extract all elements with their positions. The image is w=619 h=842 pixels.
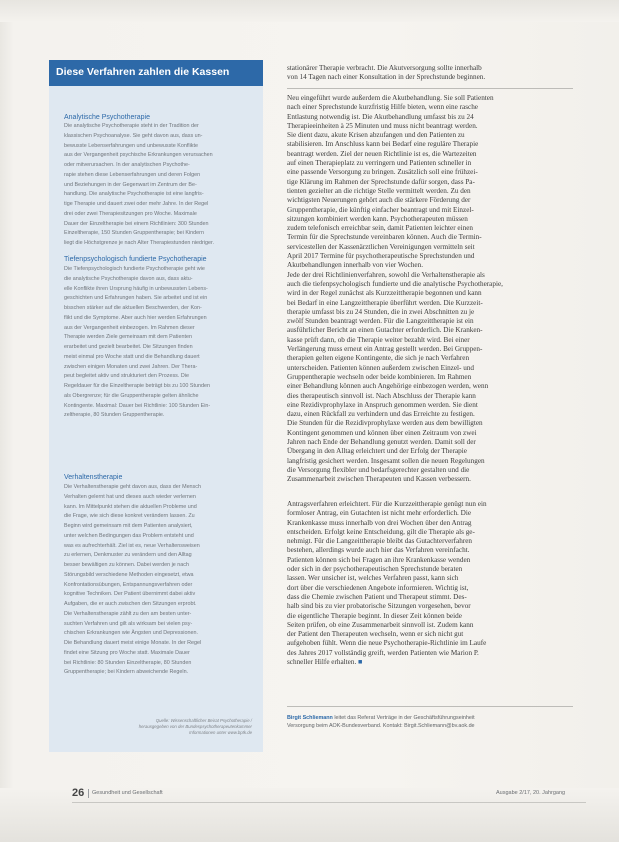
issue-info: Ausgabe 2/17, 20. Jahrgang [496,790,566,796]
box-text-line: bisschen stärker auf die aktuellen Beschwerden, der Kon- [64,305,202,311]
body-text-line: langfristig gesichert werden. Insgesamt sollen die neuen Regelungen [287,456,485,465]
box-text-line: Die Tiefenpsychologisch fundierte Psychotherapie geht wie [64,266,205,272]
info-box-title: Diese Verfahren zahlen die Kassen [56,66,230,78]
body-text-line: aufgehoben fühlt. Wenn die neue Psychotherapie-Richtlinie im Laufe [287,639,487,648]
body-text-line: Sie dient dazu, akute Krisen abzufangen und den Patienten zu [287,131,465,140]
body-text-line: von 14 Tagen nach einer Konsultation in der Sprechstunde beginnen. [287,73,486,82]
box-source-note [120,718,252,736]
body-text-line: die eigentliche Therapie beginnt. In dieser Zeit können beide [287,611,462,620]
box-text-line: Kontingente. Maximal: Dauer bei Richtlinie: 100 Stunden Ein- [64,402,211,409]
page-bottom-shadow [0,788,619,842]
body-text-line: oder sich in der psychotherapeutischen Sprechstunde beraten [287,565,463,574]
body-text-line: stationärer Therapie verbracht. Die Akutversorgung sollte innerhalb [287,64,482,72]
box-text-line: klassischen Psychoanalyse. Sie geht davon aus, dass un- [64,132,203,139]
box-text-line: die analytische Psychotherapie davon aus, dass aktu- [64,275,193,282]
box-text-line: die Frage, wie sich diese konkret verändern lassen. Zu [64,513,195,520]
body-text-main [287,94,577,484]
body-text-line: entscheiden. Erfolgt keine Entscheidung, gilt die Therapie als ge- [287,527,475,536]
body-text-line: bestehen, allerdings wurde auch hier das Verfahren vereinfacht. [287,546,470,555]
box-text-line: Die Verhaltenstherapie zählt zu den am besten unter- [64,610,192,617]
box-text-line: chischen Erkrankungen wie Ängsten und Depressionen. [64,630,198,637]
box-text-line: meist einmal pro Woche statt und die Behandlung dauert [64,353,200,360]
box-text-line: zu erlernen, Denkmuster zu verändern und den Alltag [64,552,192,559]
body-text-line: Seiten prüfen, ob eine Zusammenarbeit sinnvoll ist. Zudem kann [287,620,474,629]
body-text-line: die Versorgung flexibler und bedarfsgerechter gestalten und die [287,465,470,474]
box-text-line: findet eine Sitzung pro Woche statt. Maximale Dauer [64,649,190,656]
box-text-line: unter welchen Bedingungen das Problem entsteht und [64,532,194,539]
body-text-line: kasse prüft dann, ob die Therapie weiter bezahlt wird. Bei einer [287,335,470,344]
body-text-line: des Jahres 2017 vollständig greift, werden Patienten wie Marion P. [287,648,479,657]
body-text-line: dies therapeutisch sinnvoll ist. Nach Abschluss der Therapie kann [287,391,476,400]
body-text-line: Jahren nach Ende der Behandlung genutzt werden. Damit soll der [287,437,476,446]
box-text-line: Verhalten gelernt hat und dieses auch wieder verlernen [64,493,196,500]
box-text-line: peut begleitet aktiv und strukturiert den Prozess. Die [64,373,189,380]
box-text-line: tige Therapie und dauert zwei oder mehr Jahre. In der Regel [64,201,209,207]
box-text-line: Die analytische Psychotherapie steht in der Tradition der [64,123,199,129]
body-text-line: tienten gezielter an die richtige Stelle vermittelt werden. Zu den [287,186,471,195]
body-text-line: bei Bedarf in eine Langzeittherapie überführt werden. Die Kurzzeit- [287,298,483,307]
body-text-line: dazu, einen Rückfall zu verhindern und das Erreichte zu festigen. [287,410,475,419]
source-line: herausgegeben von der Bundespsychotherapeutenkammer [138,724,252,729]
section-heading-analytische: Analytische Psychotherapie [64,114,150,121]
body-text-line: auf einen Therapieplatz zu verringern und Patienten schneller in [287,159,472,168]
body-text-line: therapien gelten eigene Kontingente, die sich je nach Verfahren [287,354,470,363]
end-of-article-mark: ■ [356,658,363,667]
body-text-top [287,64,577,83]
body-text-line: April 2017 Termine für psychotherapeutische Sprechstunden und [287,252,475,261]
body-text-line: ausführlicher Bericht an einen Gutachter erforderlich. Die Kranken- [287,326,483,335]
box-text-line: als Obergrenze; für die Gruppentherapie gelten ähnliche [64,392,199,399]
author-contact[interactable]: Versorgung beim AOK-Bundesverband. Kontakt: Birgit.Schliemann@bv.aok.de [287,723,475,729]
footer-separator [88,789,89,798]
box-text-line: kann. Im Mittelpunkt stehen die aktuellen Probleme und [64,503,197,510]
box-text-line: zeltherapie, 80 Stunden Gruppentherapie. [64,412,165,419]
body-text-line: dort über die verschiedenen Angebote informieren. Wichtig ist, [287,583,469,592]
body-text-line: nach einer Sprechstunde kurzfristig Hilfe bieten, wenn eine rasche [287,103,478,112]
body-text-line: stabilisieren. Im Anschluss kann bei Bedarf eine reguläre Therapie [287,140,479,149]
footer-rule [72,802,586,803]
section-heading-tiefenpsychologisch: Tiefenpsychologisch fundierte Psychotherapie [64,256,207,263]
body-text-line: wird in der Regel zunächst als Kurzzeittherapie begonnen und kann [287,289,482,298]
page-top-shadow [0,0,619,22]
page-number: 26 [72,787,85,799]
box-text-line: besser bewältigen zu können. Dabei werden je nach [64,562,189,568]
box-text-line: aus der Vergangenheit psychische Erkrankungen verursachen [64,152,213,159]
box-text-line: Beginn wird gemeinsam mit dem Patienten analysiert, [64,523,193,529]
box-text-line: elle Konflikte ihren Ursprung häufig in unbewussten Lebens- [64,285,208,292]
body-text-line: Antragsverfahren erleichtert. Für die Kurzzeittherapie genügt nun ein [287,500,487,508]
box-text-line: zwischen einigen Monaten und zwei Jahren. Der Thera- [64,363,198,370]
body-text-line: servicestellen der Kassenärztlichen Vereinigungen vermitteln seit [287,242,475,251]
body-text-line: Jede der drei Richtlinienverfahren, sowohl die Verhaltenstherapie als [287,270,485,279]
body-text-line: wichtigsten Neuerungen gehört auch die stärkere Förderung der [287,196,471,205]
body-text-line: einer Behandlung können auch Angehörige einbezogen werden, wenn [287,382,489,391]
author-name: Birgit Schliemann [287,715,333,721]
body-text-line: dass die Chemie zwischen Patient und Therapeut stimmt. Des- [287,592,467,601]
body-text-line: Gruppentherapie wechseln oder beide kombinieren. Im Rahmen [287,372,472,381]
box-text-line: suchten Verfahren und gilt als wirksam bei vielen psy- [64,620,193,627]
body-text-line: beantragt werden. Ziel der neuen Richtlinie ist es, die Wartezeiten [287,149,477,158]
box-text-line: rapie stehen diese Lebenserfahrungen und deren Folgen [64,171,201,178]
body-text-line: Termin für die Sprechstunde vereinbaren können. Auch die Termin- [287,233,482,242]
body-text-line: Akutbehandlungen innerhalb von vier Wochen. [287,261,424,270]
body-text-line: Die Stunden für die Rezidivprophylaxe werden aus dem bewilligten [287,419,483,428]
author-line [287,714,577,722]
section-body-verhaltenstherapie [64,483,256,678]
section-body-analytische [64,122,256,249]
body-text-line: zudem telefonisch erreichbar sein, damit Patienten leichter einen [287,224,473,233]
source-line: Informationen unter www.bptk.de [189,730,252,735]
box-text-line: aus der Vergangenheit einbezogen. Im Rahmen dieser [64,324,195,331]
box-text-line: Störungsbild verschiedene Methoden eingesetzt, etwa [64,571,194,578]
body-text-line: eine Rezidivprophylaxe in Anspruch genommen werden. Sie dient [287,400,478,409]
author-divider [287,706,573,707]
body-text-line: Zusammenarbeit zwischen Therapeuten und Kassen verbessern. [287,475,471,484]
box-text-line: Konfrontationsübungen, Entspannungsverfahren oder [64,581,193,588]
box-text-line: was es aufrechterhält. Ziel ist es, neue Verhaltensweisen [64,542,200,549]
box-text-line: erarbeitet und gezielt bearbeitet. Die Sitzungen finden [64,344,193,350]
body-text-line: Entlastung notwendig ist. Die Akutbehandlung umfasst bis zu 24 [287,112,474,121]
body-text-line: Neu eingeführt wurde außerdem die Akutbehandlung. Sie soll Patienten [287,94,494,102]
box-text-line: Einzeltherapie, 150 Stunden Gruppentherapie; bei Kindern [64,230,204,237]
body-text-line: sitzungen kombiniert werden kann. Psychotherapeuten müssen [287,214,468,223]
author-bio [287,714,577,730]
box-text-line: Therapie werden Ziele gemeinsam mit dem Patienten [64,334,192,341]
section-body-tiefenpsychologisch [64,265,256,421]
body-text-line: Krankenkasse muss innerhalb von drei Wochen über den Antrag [287,518,472,527]
section-heading-verhaltenstherapie: Verhaltenstherapie [64,474,123,481]
body-text-line: schneller Hilfe erhalten. ■ [287,658,363,667]
body-text-line: tige Klärung im Rahmen der Sprechstunde dafür sorgen, dass Pa- [287,177,475,186]
box-text-line: Die Verhaltenstherapie geht davon aus, dass der Mensch [64,484,201,490]
body-text-line: Verlängerung muss erneut ein Antrag gestellt werden. Bei Gruppen- [287,345,483,354]
box-text-line: Aufgaben, die er auch zwischen den Sitzungen erprobt. [64,601,197,607]
body-text-line: auch die tiefenpsychologisch fundierte und die analytische Psychotherapie, [287,279,503,288]
body-text-line: zwölf Stunden beantragt werden. Für die Langzeittherapie ist ein [287,317,474,326]
body-text-bottom [287,500,577,667]
box-text-line: Gruppentherapie; bei Kindern abweichende Regeln. [64,669,189,676]
body-text-line: lassen. Wer unsicher ist, welches Verfahren passt, kann sich [287,574,459,583]
body-text-line: Therapieeinheiten à 25 Minuten und muss nicht beantragt werden. [287,121,478,130]
box-text-line: Regeldauer für die Einzeltherapie beträgt bis zu 100 Stunden [64,383,210,389]
box-text-line: und Beziehungen in der Gegenwart im Zentrum der Be- [64,181,197,188]
body-text-line: Patienten können sich bei Fragen an ihre Krankenkasse wenden [287,555,471,564]
box-text-line: bei Richtlinie: 80 Stunden Einzeltherapie, 80 Stunden [64,659,192,666]
box-text-line: liegt die Höchstgrenze je nach Alter Therapiestunden niedriger. [64,240,215,246]
box-text-line: kognitive Techniken. Der Patient übernimmt dabei aktiv [64,591,196,598]
body-text-line: formloser Antrag, ein Gutachten ist nicht mehr erforderlich. Die [287,509,472,518]
box-text-line: drei oder zwei Therapiesitzungen pro Woche. Maximale [64,210,197,217]
body-text-line: Kontingent genommen und können über einen Zeitraum von zwei [287,428,477,437]
source-line: Quelle: Wissenschaftlicher Beirat Psychotherapie / [155,718,252,723]
body-text-line: unterscheiden. Patienten können außerdem zwischen Einzel- und [287,363,475,372]
body-text-line: Gruppentherapie, die künftig einfacher beantragt und mit Einzel- [287,205,474,214]
body-text-line: nehmigt. Für die Langzeittherapie bleibt das Gutachterverfahren [287,537,473,546]
column-divider [287,88,573,89]
author-role: leitet das Referat Verträge in der Geschäftsführungseinheit [332,715,475,721]
body-text-line: halb sind bis zu vier probatorische Sitzungen vorgesehen, bevor [287,602,471,611]
box-text-line: bewusste Lebenserfahrungen und unbewusste Konflikte [64,142,198,149]
body-text-line: der Patient den Therapeuten wechseln, wenn er sich nicht gut [287,630,464,639]
box-text-line: Dauer der Einzeltherapie bei einem Richtlinien: 300 Stunden [64,220,209,227]
box-text-line: Die Behandlung dauert meist einige Monate. In der Regel [64,640,202,646]
magazine-title: Gesundheit und Gesellschaft [92,790,163,796]
box-text-line: handlung. Die analytische Psychotherapie ist eine langfris- [64,191,204,198]
box-text-line: geschichten und Erfahrungen haben. Sie arbeitet und ist ein [64,295,208,302]
body-text-line: eine passende Versorgung zu bringen. Zusätzlich soll eine frühzei- [287,168,478,177]
box-text-line: oder mitverursachen. In der analytischen Psychothe- [64,162,190,168]
box-text-line: flikt und die Symptome. Aber auch hier werden Erfahrungen [64,314,207,321]
body-text-line: therapie umfasst bis zu 24 Stunden, die in zwei Abschnitten zu je [287,307,475,316]
body-text-line: Übergang in den Alltag erleichtert und der Erfolg der Therapie [287,447,467,456]
